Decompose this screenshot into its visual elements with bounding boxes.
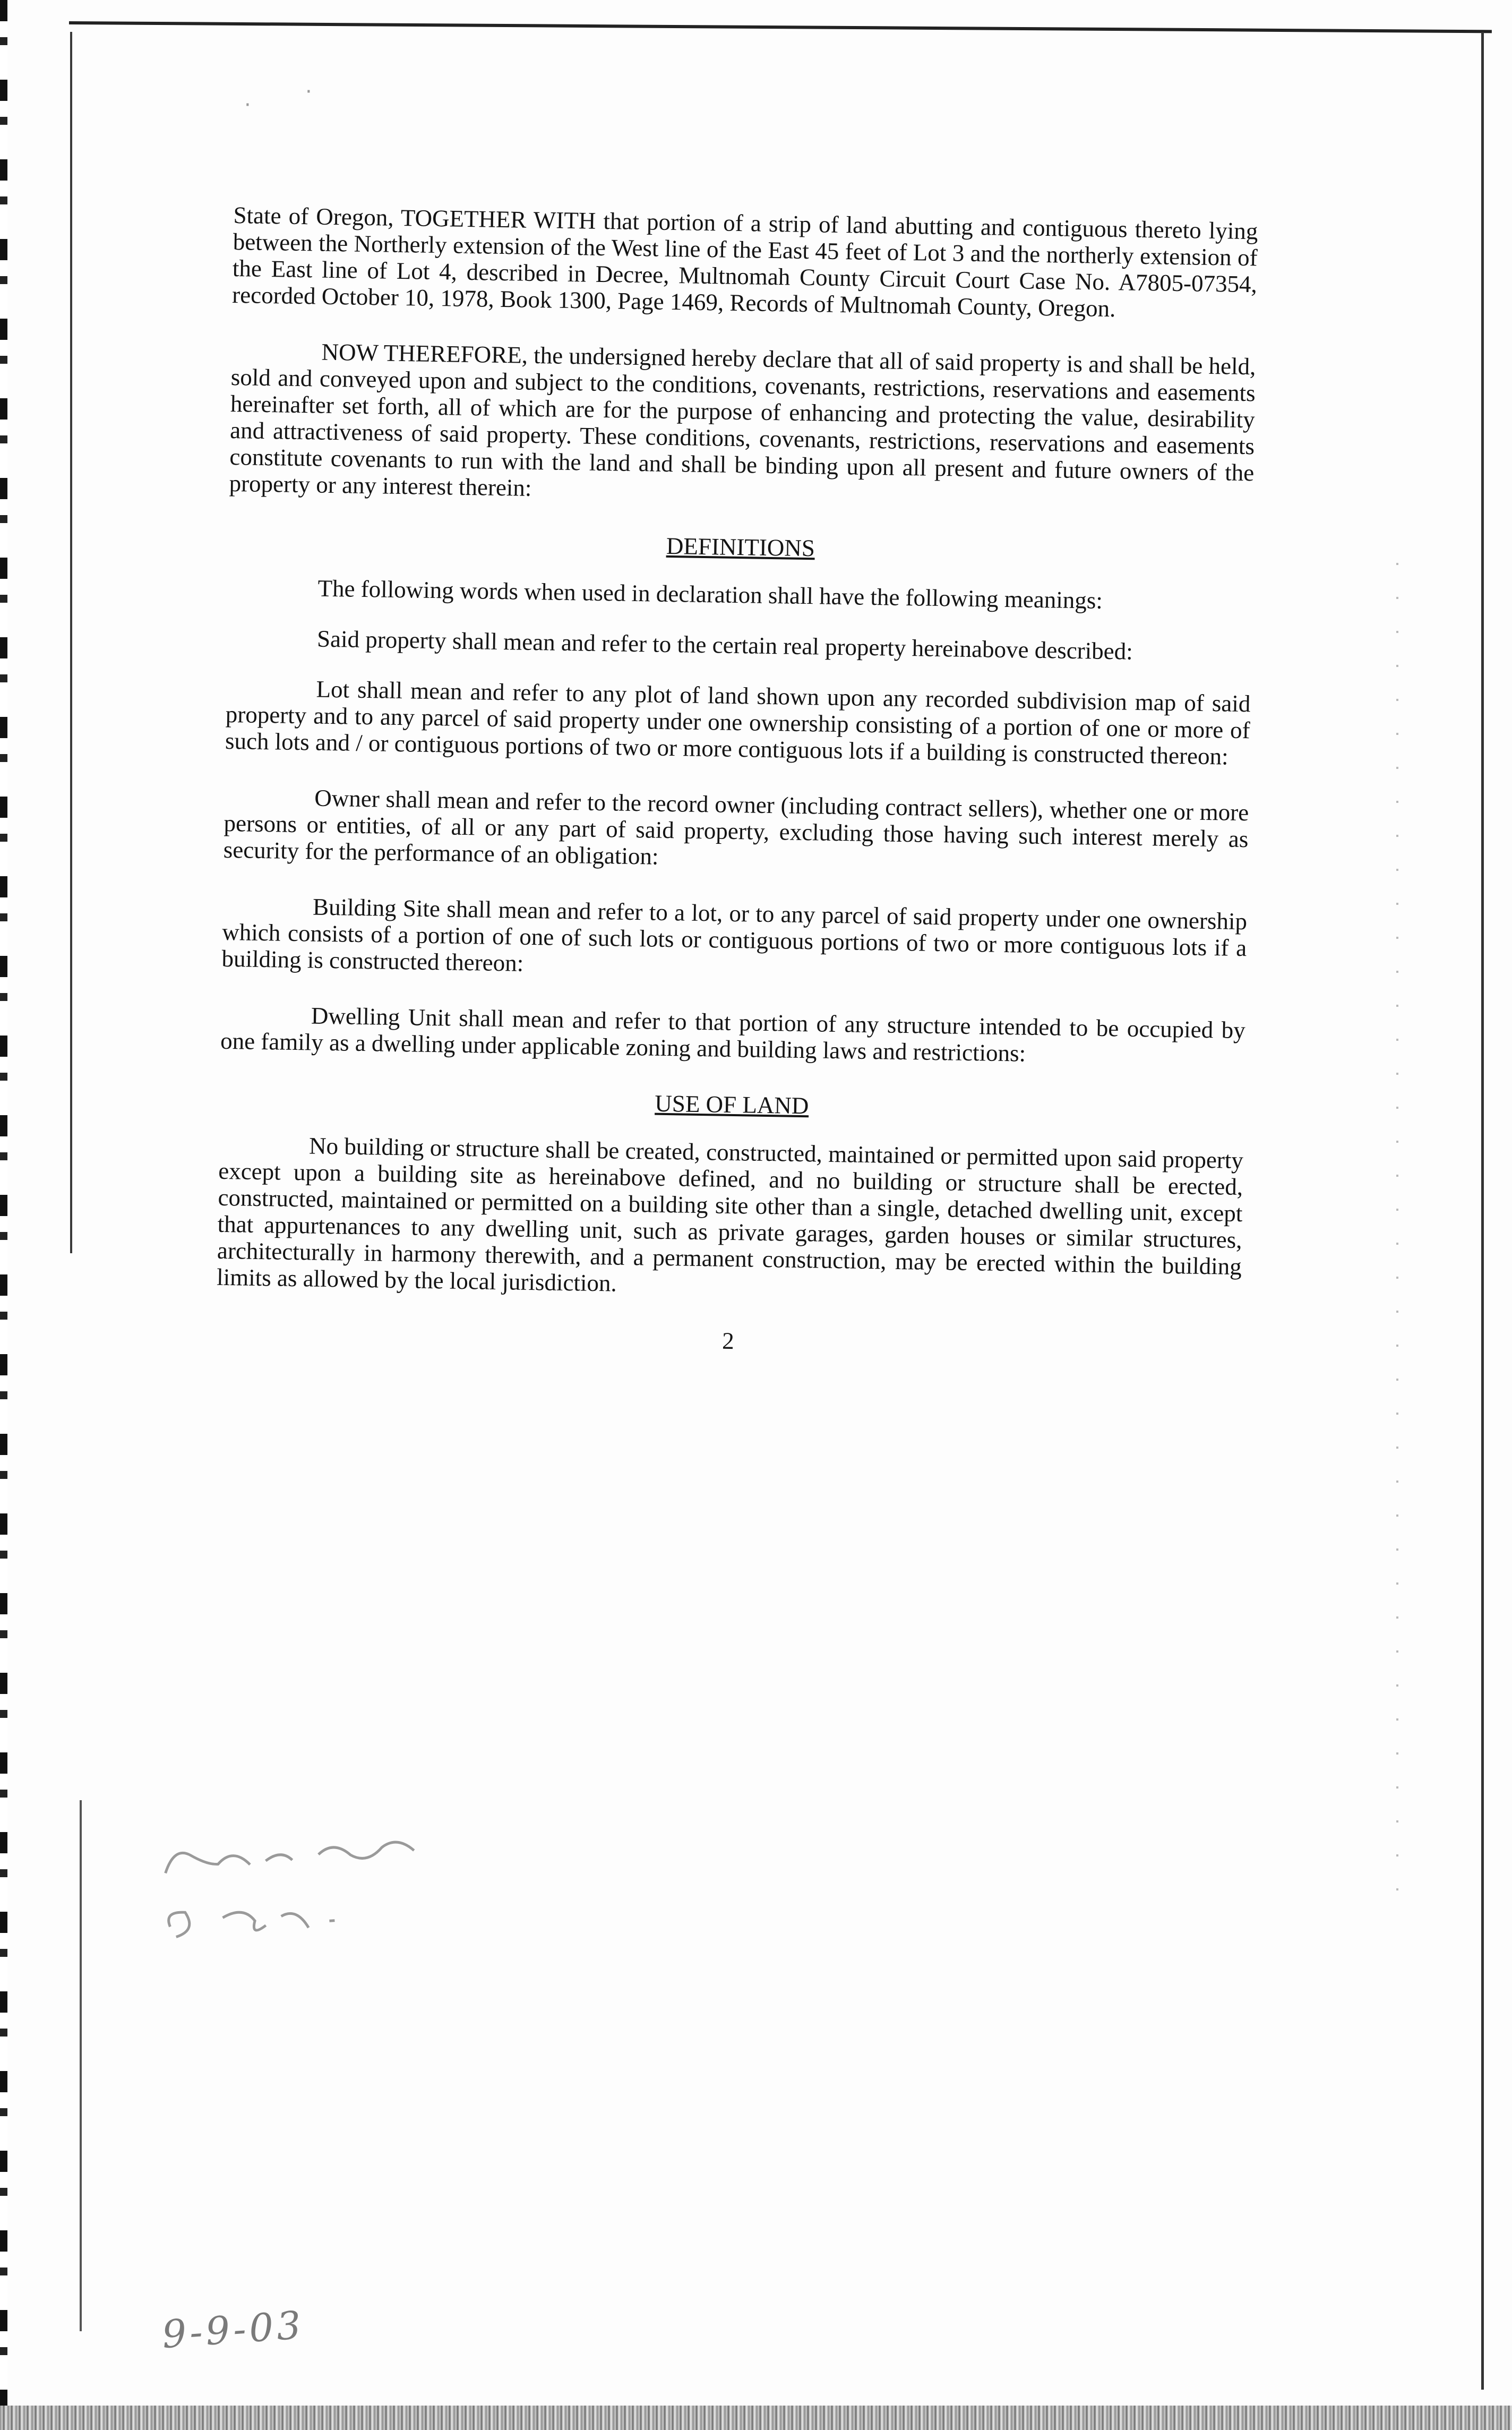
scan-frame-left-lower [80,1800,82,2331]
definition-lot: Lot shall mean and refer to any plot of land shown upon any recorded subdivision map of said property and to any parcel of said property under one ownership consisting of a portion of one or more of such lots and / or contiguous portions of two or more contiguous lots if a building is constructed thereon: [225,675,1251,770]
handwritten-signature-scribble [158,1817,437,1895]
scan-speck: · [305,80,312,104]
handwritten-initials-scribble [158,1885,384,1954]
page-number: 2 [721,1327,735,1355]
now-therefore-paragraph: NOW THEREFORE, the undersigned hereby declare that all of said property is and shall be held, sold and conveyed upon and subject to the conditions, covenants, restrictions, reservations and easements hereinafter set forth, all of which are for the purpose of enhancing and protecting the value, desirability and attractiveness of said property. These conditions, covenants, restrictions, reservations and easements constitute covenants to run with the land and shall be binding upon all present and future owners of the property or any interest therein: [229,338,1256,501]
legal-description-paragraph: State of Oregon, TOGETHER WITH that portion of a strip of land abutting and contiguous thereto lying between the Northerly extension of the West line of the East 45 feet of Lot 3 and the northerly extension of the East line of Lot 4, described in Decree, Multnomah County Circuit Court Case No. A7805-07354, recorded October 10, 1978, Book 1300, Page 1469, Records of Multnomah County, Oregon. [231,202,1258,322]
definition-owner: Owner shall mean and refer to the record owner (including contract sellers), whether one or more persons or entities, of all or any part of said property, excluding those having such interest merely as security for the performance of an obligation: [223,784,1249,870]
document-body [215,202,1258,1386]
use-of-land-paragraph: No building or structure shall be created, constructed, maintained or permitted upon said property except upon a building site as hereinabove defined, and no building or structure shall be erected, constructed, maintained or permitted on a building site other than a single, detached dwelling unit, except that appurtenances to any dwelling unit, such as private garages, garden houses or similar structures, architecturally in harmony therewith, and a permanent construction, may be erected within the building limits as allowed by the local jurisdiction. [216,1132,1244,1297]
scan-left-edge [0,0,7,2430]
scan-specks [1396,531,1398,1912]
definition-dwelling-unit: Dwelling Unit shall mean and refer to that portion of any structure intended to be occupied by one family as a dwelling under applicable zoning and building laws and restrictions: [220,1002,1246,1067]
handwritten-date: 9-9-03 [160,2302,306,2357]
definitions-heading: DEFINITIONS [666,532,815,562]
definitions-intro: The following words when used in declaration shall have the following meanings: [317,575,1103,614]
scan-bottom-edge [0,2406,1512,2430]
scan-frame-top [69,21,1492,33]
scan-speck: · [244,93,251,117]
definition-said-property: Said property shall mean and refer to the certain real property hereinabove described: [316,625,1133,665]
scan-frame-right [1481,32,1484,2390]
definition-building-site: Building Site shall mean and refer to a lot, or to any parcel of said property under one ownership which consists of a portion of one of such lots or contiguous portions of two or more contiguous lots if a building is constructed thereon: [221,893,1248,977]
scan-frame-left [70,32,72,1253]
use-of-land-heading: USE OF LAND [655,1090,809,1119]
